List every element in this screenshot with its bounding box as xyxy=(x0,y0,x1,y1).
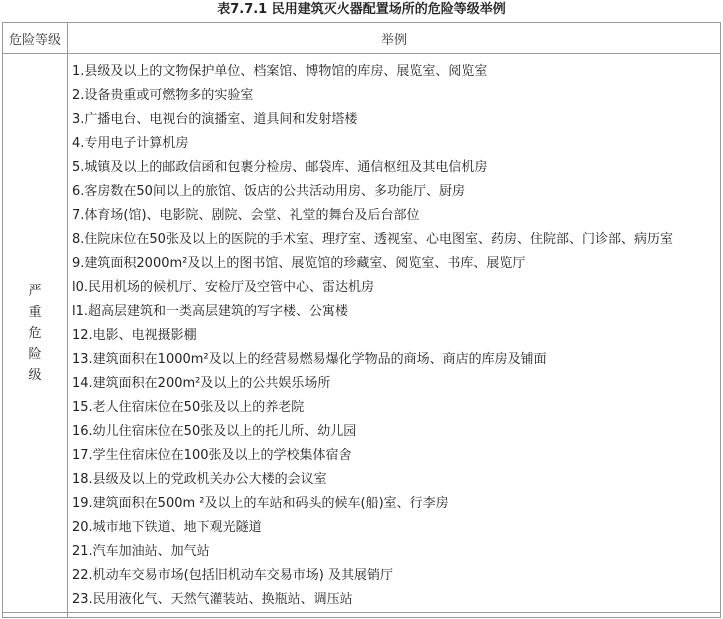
list-item: l1.超高层建筑和一类高层建筑的写字楼、公寓楼 xyxy=(72,304,349,319)
list-item: 21.汽车加油站、加气站 xyxy=(72,544,210,559)
header-level: 危险等级 xyxy=(3,23,68,54)
list-item: 3.广播电台、电视台的演播室、道具间和发射塔楼 xyxy=(72,112,358,127)
list-item: 8.住院床位在50张及以上的医院的手术室、理疗室、透视室、心电图室、药房、住院部、门诊部、病历室 xyxy=(72,232,673,247)
level-label-char: 级 xyxy=(28,367,42,383)
spacer-cell xyxy=(3,613,68,618)
level-label-char: 险 xyxy=(28,346,42,362)
level-label-char: 危 xyxy=(28,325,42,341)
list-item: 5.城镇及以上的邮政信函和包裹分检房、邮袋库、通信枢纽及其电信机房 xyxy=(72,160,488,175)
list-item: 13.建筑面积在1000m²及以上的经营易燃易爆化学物品的商场、商店的库房及铺面 xyxy=(72,352,547,367)
list-item: 20.城市地下铁道、地下观光隧道 xyxy=(72,520,262,535)
list-item: 7.体育场(馆)、电影院、剧院、会堂、礼堂的舞台及后台部位 xyxy=(72,208,420,223)
level-label xyxy=(28,281,42,386)
level-cell xyxy=(3,54,68,613)
list-item: 19.建筑面积在500m ²及以上的车站和码头的候车(船)室、行李房 xyxy=(72,496,449,511)
header-examples: 举例 xyxy=(68,23,721,54)
list-item: 18.县级及以上的党政机关办公大楼的会议室 xyxy=(72,472,327,487)
table-row xyxy=(3,54,721,613)
list-item: 4.专用电子计算机房 xyxy=(72,136,189,151)
list-item: 9.建筑面积2000m²及以上的图书馆、展览馆的珍藏室、阅览室、书库、展览厅 xyxy=(72,256,526,271)
list-item: 6.客房数在50间以上的旅馆、饭店的公共活动用房、多功能厅、厨房 xyxy=(72,184,465,199)
list-item: 2.设备贵重或可燃物多的实验室 xyxy=(72,88,254,103)
list-item: 15.老人住宿床位在50张及以上的养老院 xyxy=(72,400,305,415)
list-item: 1.县级及以上的文物保护单位、档案馆、博物馆的库房、展览室、阅览室 xyxy=(72,64,488,79)
header-row xyxy=(3,23,721,54)
list-item: 23.民用液化气、天然气灌装站、换瓶站、调压站 xyxy=(72,592,353,607)
example-list xyxy=(72,60,720,612)
level-label-char: 重 xyxy=(28,304,42,320)
list-item: 22.机动车交易市场(包括旧机动车交易市场) 及其展销厅 xyxy=(72,568,393,583)
hazard-level-table xyxy=(2,22,721,618)
spacer-row xyxy=(3,613,721,618)
spacer-cell xyxy=(68,613,721,618)
examples-cell xyxy=(68,54,721,613)
list-item: 12.电影、电视摄影棚 xyxy=(72,328,197,343)
level-label-char: 严 xyxy=(28,283,42,299)
table-title: 表7.7.1 民用建筑灭火器配置场所的危险等级举例 xyxy=(217,2,506,17)
list-item: 17.学生住宿床位在100张及以上的学校集体宿舍 xyxy=(72,448,352,463)
list-item: l0.民用机场的候机厅、安检厅及空管中心、雷达机房 xyxy=(72,280,375,295)
list-item: 16.幼儿住宿床位在50张及以上的托儿所、幼儿园 xyxy=(72,424,357,439)
list-item: 14.建筑面积在200m²及以上的公共娱乐场所 xyxy=(72,376,331,391)
